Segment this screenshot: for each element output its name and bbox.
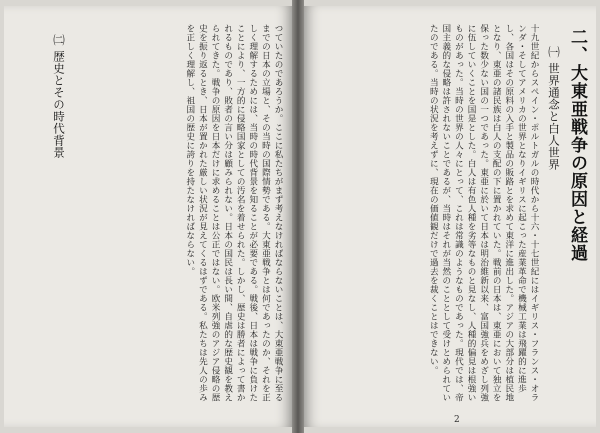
right-page-number: 2 bbox=[454, 415, 460, 425]
section-title-world-view: ㈠ 世界通念と白人世界 bbox=[547, 46, 561, 171]
left-page bbox=[4, 6, 292, 427]
section-title-background: ㈡ 歴史とその時代背景 bbox=[52, 34, 66, 159]
chapter-title: 二、大東亜戦争の原因と経過 bbox=[567, 28, 587, 262]
left-page-body-text: つていたのであろうか。ここに私たちがまず考えなければならないことは、大東亜戦争に至るまでの日本の立場と、その当時の国際情勢である。大東亜戦争とは何であったのか、それを正しく理解するためには、当時の時代背景を知ることが必要である。戦後、日本は戦争に負けたことにより、一方的に侵略国家としての汚名を着せられた。しかし、歴史は勝者によって書かれるものであり、敗者の言い分は顧みられない。日本の国民は長い間、自虐的な歴史観を教えられてきた。戦争の原因を日本だけに求めることは公正ではない。欧米列強のアジア侵略の歴史を振り返るとき、日本が置かれた厳しい状況が見えてくるはずである。私たちは先人の歩みを正しく理解し、祖国の歴史に誇りを持たなければならない。 bbox=[184, 24, 283, 402]
right-page-body-text: 十九世紀からスペイン・ポルトガルの時代から十六・十七世紀にはイギリス・フランス・オランダ・そしてアメリカの世界となりイギリスに起こった産業革命で機械工業は飛躍的に進歩し、各国はその原料の入手と製品の販路とを求めて東洋に進出した。アジアの大部分は植民地となり、東亜の諸民族は白人の支配の下に置かれていた。戦前の日本は、東亜において独立を保った数少ない国の一つであった。東亜に於いて日本は明治維新以来、富国強兵をめざし列強に伍していくことを国是とした。白人は有色人種を劣等なものと見なし、人種的偏見は根強いものがあった。当時の世界の人々にとって、これは常識のようなものであった。現代では、帝国主義的な侵略は許されないことであるが、当時はそれが当然のこととして受けとめられていたのである。当時の状況を考えずに、現在の価値観だけで過去を裁くことはできない。 bbox=[428, 24, 539, 402]
book-gutter bbox=[292, 0, 304, 433]
right-page bbox=[304, 6, 596, 427]
